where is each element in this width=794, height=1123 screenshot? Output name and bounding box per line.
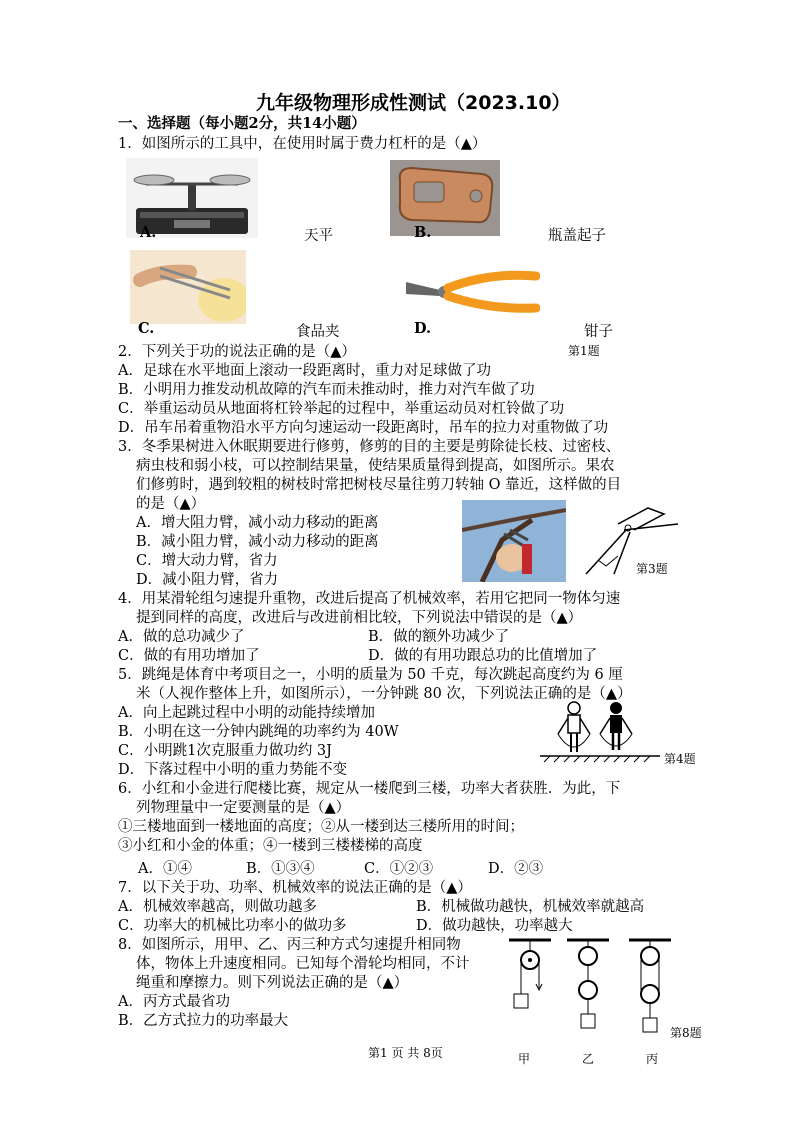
q5-option-a: A．向上起跳过程中小明的动能持续增加 xyxy=(118,705,375,721)
q1-option-a-name: 天平 xyxy=(304,228,333,244)
q6-line1: 6．小红和小金进行爬楼比赛，规定从一楼爬到三楼，功率大者获胜．为此，下 xyxy=(118,781,621,797)
q7-option-c: C．功率大的机械比功率小的做功多 xyxy=(118,918,347,934)
q7-option-b: B．机械做功越快，机械效率就越高 xyxy=(416,899,645,915)
q8-figure-label: 第8题 xyxy=(670,1026,702,1040)
page-footer: 第1 页 共 8页 xyxy=(368,1046,443,1060)
q7-stem: 7．以下关于功、功率、机械效率的说法正确的是（▲） xyxy=(118,880,472,896)
section-heading: 一、选择题（每小题2分，共14小题） xyxy=(118,115,366,132)
q1-option-d-name: 钳子 xyxy=(584,324,613,340)
q1-stem: 1．如图所示的工具中，在使用时属于费力杠杆的是（▲） xyxy=(118,136,487,152)
q4-option-c: C．做的有用功增加了 xyxy=(118,648,260,664)
q6-option-d: D．②③ xyxy=(488,861,544,877)
q2-option-b: B．小明用力推发动机故障的汽车而未推动时，推力对汽车做了功 xyxy=(118,382,535,398)
bottle-opener-image xyxy=(390,160,500,236)
pulley-label-bing: 丙 xyxy=(646,1052,659,1066)
q1-option-a-letter: A. xyxy=(140,224,157,241)
q1-option-c-name: 食品夹 xyxy=(296,324,340,340)
q3-line1: 3．冬季果树进入休眠期要进行修剪，修剪的目的主要是剪除徒长枝、过密枝、 xyxy=(118,439,621,455)
q1-figure-label: 第1题 xyxy=(568,344,600,358)
q8-line1: 8．如图所示，用甲、乙、丙三种方式匀速提升相同物 xyxy=(118,937,461,953)
q3-line3: 们修剪时，遇到较粗的树枝时常把树枝尽量往剪刀转轴 O 靠近，这样做的目 xyxy=(136,477,622,493)
q4-option-a: A．做的总功减少了 xyxy=(118,629,245,645)
q2-option-a: A．足球在水平地面上滚动一段距离时，重力对足球做了功 xyxy=(118,363,491,379)
jump-rope-figure xyxy=(540,700,660,764)
q4-option-b: B．做的额外功减少了 xyxy=(368,629,510,645)
q8-option-a: A．丙方式最省功 xyxy=(118,994,230,1010)
pulley-diagrams xyxy=(505,934,675,1044)
q2-stem: 2．下列关于功的说法正确的是（▲） xyxy=(118,344,356,360)
q4-line1: 4．用某滑轮组匀速提升重物，改进后提高了机械效率，若用它把同一物体匀速 xyxy=(118,591,621,607)
q2-option-c: C．举重运动员从地面将杠铃举起的过程中，举重运动员对杠铃做了功 xyxy=(118,401,565,417)
q3-option-c: C．增大动力臂，省力 xyxy=(136,553,278,569)
q5-option-d: D．下落过程中小明的重力势能不变 xyxy=(118,762,348,778)
q6-line3: ①三楼地面到一楼地面的高度；②从一楼到达三楼所用的时间； xyxy=(118,819,524,835)
q5-line2: 米（人视作整体上升，如图所示），一分钟跳 80 次，下列说法正确的是（▲） xyxy=(136,686,632,702)
pulley-label-yi: 乙 xyxy=(582,1052,595,1066)
q1-option-d-letter: D. xyxy=(414,320,432,337)
q1-option-c-letter: C. xyxy=(138,320,155,337)
q4-option-d: D．做的有用功跟总功的比值增加了 xyxy=(368,648,598,664)
q8-option-b: B．乙方式拉力的功率最大 xyxy=(118,1013,289,1029)
q1-option-b-letter: B. xyxy=(414,224,432,241)
q6-option-a: A．①④ xyxy=(138,861,192,877)
q6-line4: ③小红和小金的体重；④一楼到三楼楼梯的高度 xyxy=(118,838,423,854)
q8-line2: 体，物体上升速度相同。已知每个滑轮均相同，不计 xyxy=(136,956,470,972)
q6-line2: 列物理量中一定要测量的是（▲） xyxy=(136,800,351,816)
q3-line4: 的是（▲） xyxy=(136,496,206,512)
q3-figure-label: 第3题 xyxy=(636,562,668,576)
q5-option-b: B．小明在这一分钟内跳绳的功率约为 40W xyxy=(118,724,399,740)
q4-line2: 提到同样的高度，改进后与改进前相比较，下列说法中错误的是（▲） xyxy=(136,610,583,626)
pliers-image xyxy=(400,268,540,320)
q3-option-d: D．减小阻力臂，省力 xyxy=(136,572,279,588)
q3-option-b: B．减小阻力臂，减小动力移动的距离 xyxy=(136,534,379,550)
q3-option-a: A．增大阻力臂，减小动力移动的距离 xyxy=(136,515,379,531)
q5-line1: 5．跳绳是体育中考项目之一，小明的质量为 50 千克，每次跳起高度约为 6 厘 xyxy=(118,667,623,683)
q5-figure-label: 第4题 xyxy=(664,752,696,766)
q8-line3: 绳重和摩擦力。则下列说法正确的是（▲） xyxy=(136,975,409,991)
pulley-label-jia: 甲 xyxy=(518,1052,531,1066)
q2-option-d: D．吊车吊着重物沿水平方向匀速运动一段距离时，吊车的拉力对重物做了功 xyxy=(118,420,609,436)
q6-option-b: B．①③④ xyxy=(246,861,315,877)
q6-option-c: C．①②③ xyxy=(364,861,434,877)
food-tongs-image xyxy=(130,250,246,324)
q3-line2: 病虫枝和弱小枝，可以控制结果量，使结果质量得到提高，如图所示。果农 xyxy=(136,458,615,474)
q7-option-a: A．机械效率越高，则做功越多 xyxy=(118,899,317,915)
page-title: 九年级物理形成性测试（2023.10） xyxy=(256,92,571,114)
q7-option-d: D．做功越快，功率越大 xyxy=(416,918,573,934)
pruning-photo xyxy=(462,500,566,582)
q5-option-c: C．小明跳1次克服重力做功约 3J xyxy=(118,743,332,759)
q1-option-b-name: 瓶盖起子 xyxy=(548,228,606,244)
